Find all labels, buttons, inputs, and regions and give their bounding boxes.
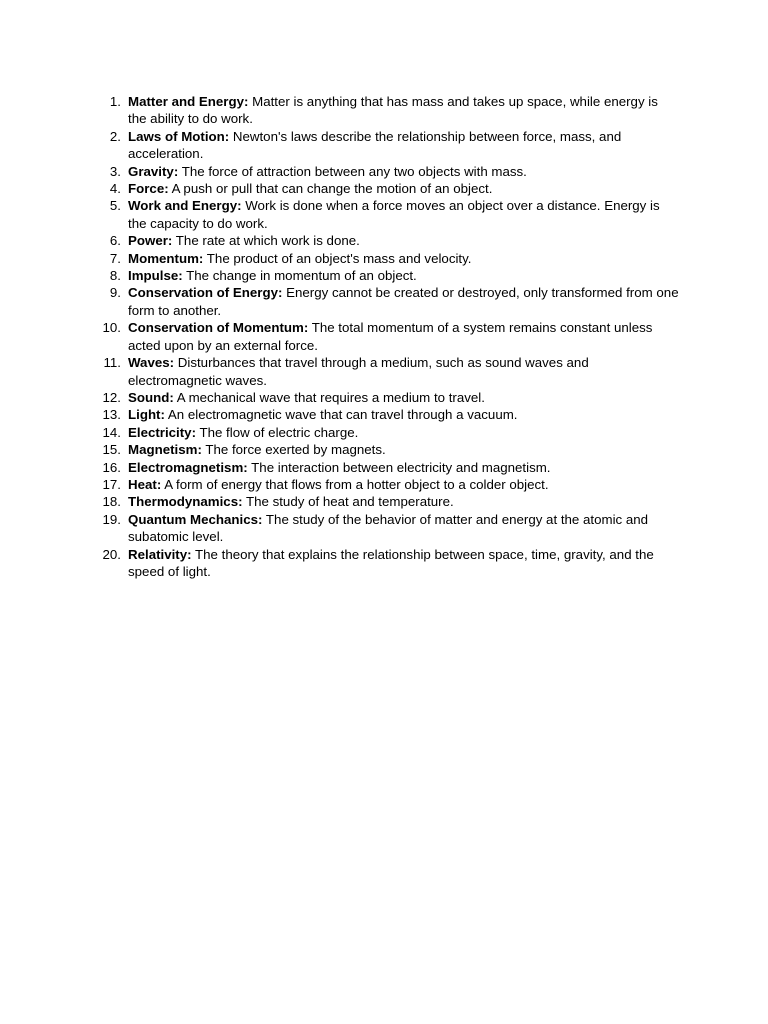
item-number: 9. <box>109 285 121 301</box>
item-number: 17. <box>102 476 121 492</box>
list-item <box>0 406 768 423</box>
item-term: Magnetism: <box>128 442 202 458</box>
item-description: Disturbances that travel through a medium, such as sound waves and electromagnetic waves. <box>128 355 589 388</box>
item-term: Electromagnetism: <box>128 459 248 475</box>
item-description: A form of energy that flows from a hotter object to a colder object. <box>161 476 549 492</box>
list-item <box>0 163 768 180</box>
item-term: Heat: <box>128 476 162 492</box>
item-number: 4. <box>109 181 121 197</box>
item-description: A push or pull that can change the motion of an object. <box>168 181 493 197</box>
item-description: The theory that explains the relationship between space, time, gravity, and the speed of light. <box>128 546 654 579</box>
list-item <box>0 389 768 406</box>
item-number: 12. <box>102 389 121 405</box>
item-number: 2. <box>109 128 121 144</box>
list-item <box>0 354 768 389</box>
item-term: Thermodynamics: <box>128 494 243 510</box>
item-number: 7. <box>109 250 121 266</box>
item-term: Matter and Energy: <box>128 94 249 109</box>
item-term: Momentum: <box>128 250 204 266</box>
item-term: Force: <box>128 181 169 197</box>
item-term: Conservation of Energy: <box>128 285 283 301</box>
item-description: The force exerted by magnets. <box>201 442 386 458</box>
item-description: The rate at which work is done. <box>172 233 360 249</box>
list-item <box>0 250 768 267</box>
list-item <box>0 459 768 476</box>
item-term: Relativity: <box>128 546 192 562</box>
document-page <box>0 93 768 580</box>
item-number: 5. <box>109 198 121 214</box>
item-description: The change in momentum of an object. <box>182 268 417 284</box>
item-description: The product of an object's mass and velocity. <box>203 250 472 266</box>
list-item <box>0 546 768 581</box>
list-item <box>0 493 768 510</box>
item-term: Impulse: <box>128 268 183 284</box>
item-term: Power: <box>128 233 173 249</box>
item-description: The study of the behavior of matter and energy at the atomic and subatomic level. <box>128 511 649 545</box>
definitions-list <box>0 93 768 580</box>
list-item <box>0 93 768 128</box>
item-term: Conservation of Momentum: <box>128 320 309 336</box>
item-number: 13. <box>102 407 121 423</box>
list-item <box>0 319 768 354</box>
item-description: Work is done when a force moves an object over a distance. Energy is the capacity to do work. <box>128 198 660 231</box>
item-description: A mechanical wave that requires a medium to travel. <box>173 389 485 405</box>
item-term: Quantum Mechanics: <box>128 511 263 527</box>
item-number: 15. <box>102 442 121 458</box>
item-number: 14. <box>102 424 121 440</box>
item-description: Newton's laws describe the relationship between force, mass, and acceleration. <box>128 128 622 162</box>
item-description: The total momentum of a system remains constant unless acted upon by an external force. <box>128 320 653 353</box>
item-number: 6. <box>109 233 121 249</box>
list-item <box>0 441 768 458</box>
list-item <box>0 128 768 163</box>
list-item <box>0 267 768 284</box>
item-number: 3. <box>109 163 121 179</box>
item-number: 11. <box>103 355 121 371</box>
item-number: 1. <box>109 94 121 109</box>
item-term: Waves: <box>128 355 175 371</box>
list-item <box>0 180 768 197</box>
item-description: The flow of electric charge. <box>196 424 359 440</box>
item-term: Light: <box>128 407 165 423</box>
list-item <box>0 424 768 441</box>
item-number: 16. <box>102 459 121 475</box>
item-description: The study of heat and temperature. <box>242 494 454 510</box>
item-term: Electricity: <box>128 424 196 440</box>
list-item <box>0 232 768 249</box>
list-item <box>0 197 768 232</box>
list-item <box>0 511 768 546</box>
item-term: Gravity: <box>128 163 179 179</box>
item-number: 19. <box>102 511 121 527</box>
item-number: 8. <box>109 268 121 284</box>
item-description: The force of attraction between any two objects with mass. <box>178 163 527 179</box>
item-number: 20. <box>102 546 121 562</box>
item-term: Work and Energy: <box>128 198 242 214</box>
item-number: 18. <box>102 494 121 510</box>
item-number: 10. <box>102 320 121 336</box>
item-description: Matter is anything that has mass and takes up space, while energy is the ability to do work. <box>128 94 658 127</box>
item-description: The interaction between electricity and magnetism. <box>247 459 551 475</box>
list-item <box>0 284 768 319</box>
item-term: Laws of Motion: <box>128 128 230 144</box>
item-description: An electromagnetic wave that can travel through a vacuum. <box>164 407 518 423</box>
item-term: Sound: <box>128 389 174 405</box>
item-description: Energy cannot be created or destroyed, only transformed from one form to another. <box>128 285 679 318</box>
list-item <box>0 476 768 493</box>
